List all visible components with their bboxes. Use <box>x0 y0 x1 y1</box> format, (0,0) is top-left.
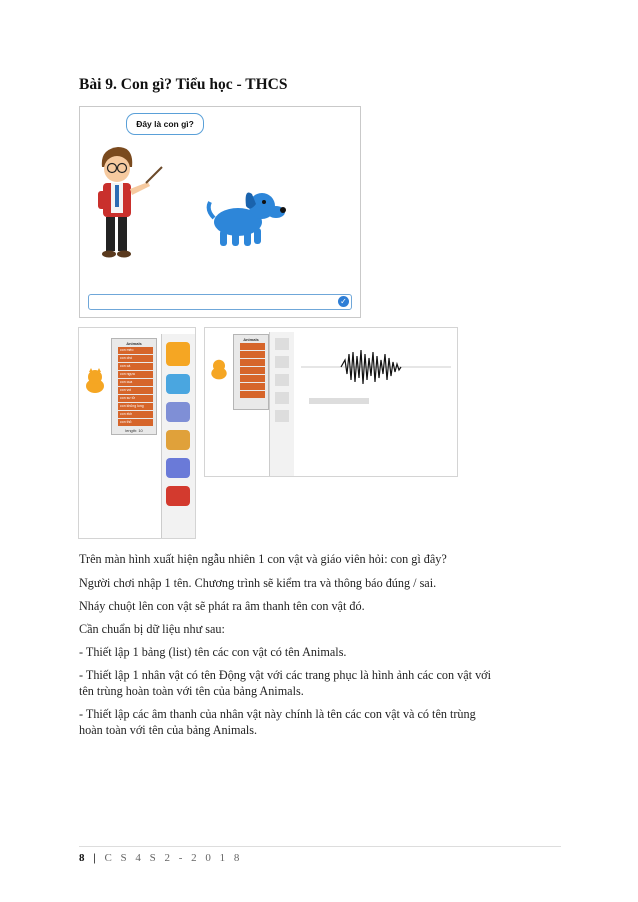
teacher-figure <box>88 137 168 262</box>
costume-crab-icon[interactable] <box>166 486 190 506</box>
answer-input[interactable] <box>88 294 352 310</box>
list-item: con ếch <box>118 411 153 418</box>
list-item: con cá <box>118 363 153 370</box>
list-item: con thỏ <box>118 419 153 426</box>
sound-item[interactable] <box>275 356 289 368</box>
sound-item[interactable] <box>275 410 289 422</box>
costume-horse-icon[interactable] <box>166 430 190 450</box>
animals-list-monitor <box>111 338 157 435</box>
cat-sprite-icon <box>207 358 231 382</box>
costume-strip <box>161 334 196 538</box>
list-length: length: 10 <box>125 428 143 433</box>
list-item: con voi <box>118 387 153 394</box>
costume-fish-icon[interactable] <box>166 458 190 478</box>
playback-controls[interactable] <box>309 398 369 404</box>
list-item: con chó <box>118 355 153 362</box>
list-title: Animals <box>243 337 259 342</box>
paragraph-6-line-1: - Thiết lập 1 nhân vật có tên Động vật với các trang phục là hình ảnh các con vật với <box>79 668 492 682</box>
costume-cat-icon[interactable] <box>166 342 190 366</box>
list-item: con ngựa <box>118 371 153 378</box>
check-icon[interactable]: ✓ <box>338 296 349 307</box>
animals-list-monitor-small <box>233 334 269 410</box>
list-item: con mèo <box>118 347 153 354</box>
cat-sprite-icon <box>81 368 109 396</box>
paragraph-2: Người chơi nhập 1 tên. Chương trình sẽ kiểm tra và thông báo đúng / sai. <box>79 576 437 590</box>
paragraph-7-line-2: hoàn toàn với tên của bảng Animals. <box>79 723 258 737</box>
sound-item[interactable] <box>275 338 289 350</box>
paragraph-7-line-1: - Thiết lập các âm thanh của nhân vật này chính là tên các con vật và có tên trùng <box>79 707 476 721</box>
page-number: 8 | <box>79 852 99 864</box>
costume-dog-icon[interactable] <box>166 374 190 394</box>
speech-bubble: Đây là con gì? <box>126 113 204 135</box>
paragraph-5: - Thiết lập 1 bảng (list) tên các con vật có tên Animals. <box>79 645 347 659</box>
sound-list <box>269 332 294 476</box>
sound-waveform <box>301 342 451 392</box>
paragraph-3: Nháy chuột lên con vật sẽ phát ra âm thanh tên con vật đó. <box>79 599 365 613</box>
scratch-list-screenshot <box>78 327 196 539</box>
list-title: Animals <box>126 341 142 346</box>
footer <box>79 852 242 864</box>
page-title: Bài 9. Con gì? Tiểu học - THCS <box>79 76 288 93</box>
stage-illustration <box>79 106 361 318</box>
paragraph-1: Trên màn hình xuất hiện ngẫu nhiên 1 con vật và giáo viên hỏi: con gì đây? <box>79 552 447 566</box>
list-item: con sư tử <box>118 395 153 402</box>
costume-elephant-icon[interactable] <box>166 402 190 422</box>
footer-label: C S 4 S 2 - 2 0 1 8 <box>104 852 243 864</box>
sound-item[interactable] <box>275 374 289 386</box>
dog-figure <box>204 182 289 252</box>
sound-item[interactable] <box>275 392 289 404</box>
scratch-sound-screenshot <box>204 327 458 477</box>
paragraph-4: Cần chuẩn bị dữ liệu như sau: <box>79 622 225 636</box>
footer-divider <box>79 846 561 847</box>
paragraph-6-line-2: tên trùng hoàn toàn với tên của bảng Animals. <box>79 684 304 698</box>
list-item: con khủng long <box>118 403 153 410</box>
list-item: con cua <box>118 379 153 386</box>
